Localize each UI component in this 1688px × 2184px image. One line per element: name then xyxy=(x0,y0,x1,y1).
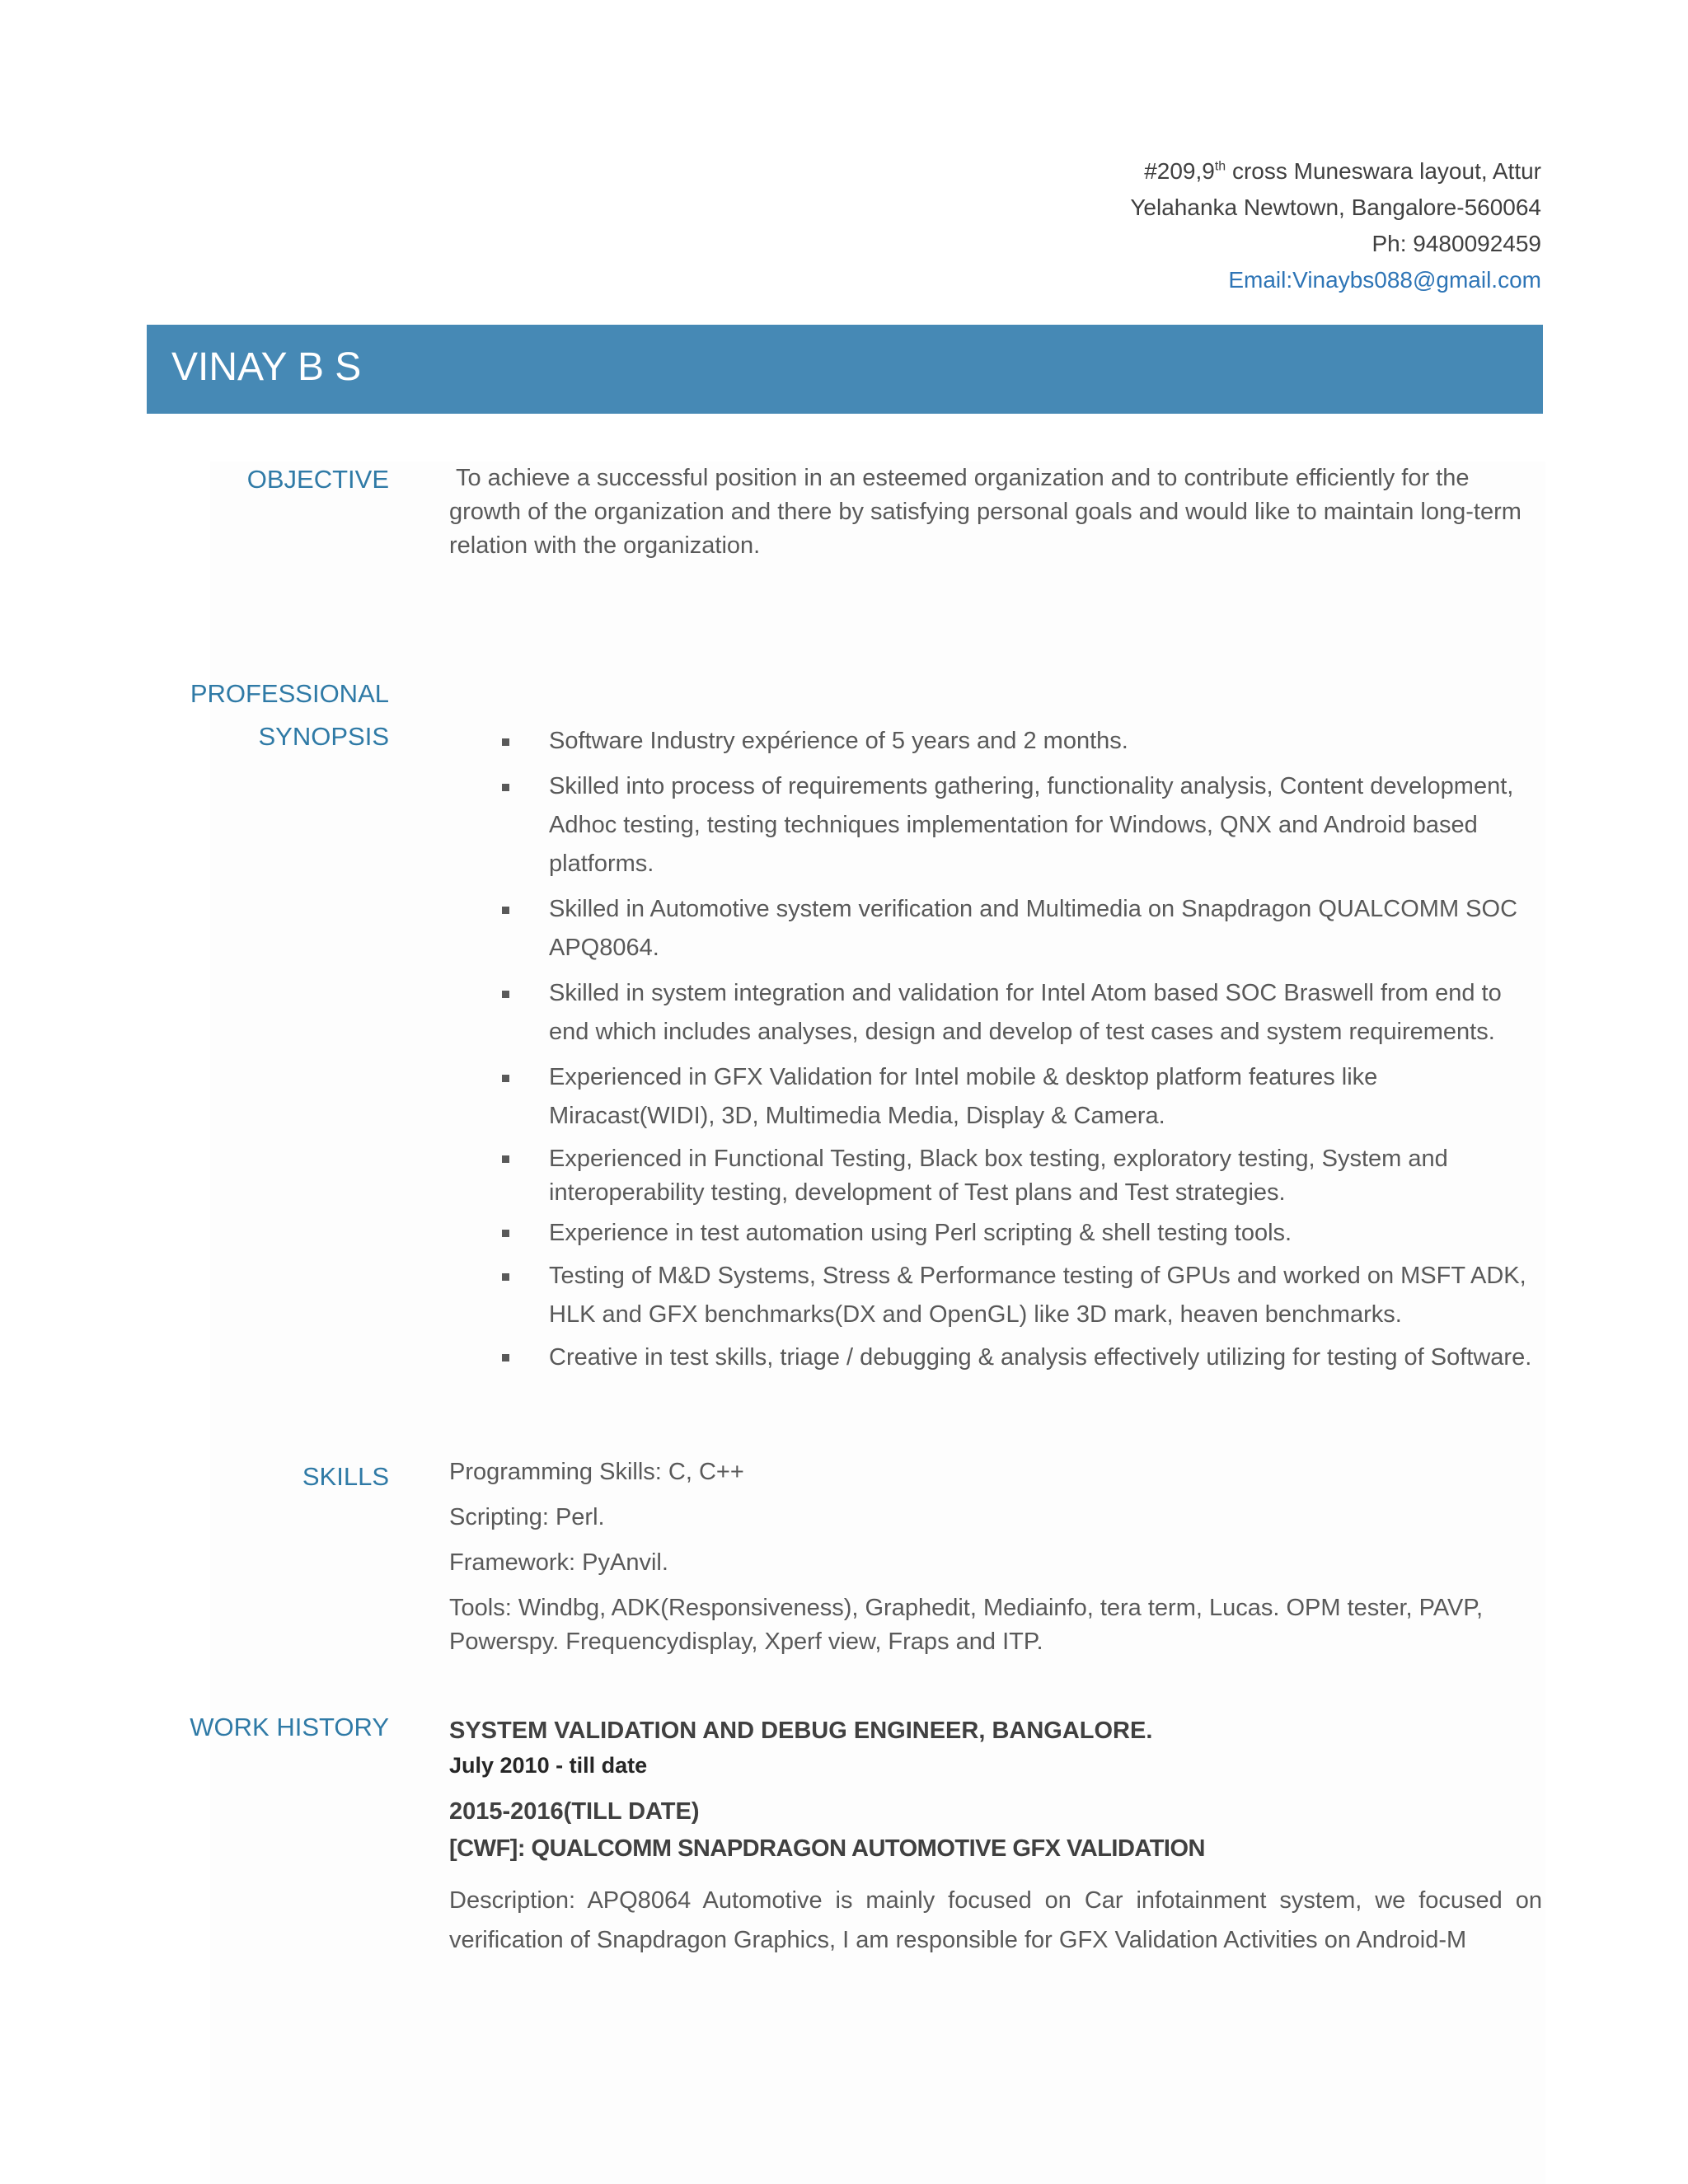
candidate-name: VINAY B S xyxy=(171,345,362,389)
objective-text: To achieve a successful position in an esteemed organization and to contribute efficiently for the growth of the organization and there by satisfying personal goals and would like to maintain long-term relation with the organization. xyxy=(449,465,1522,559)
list-item: Experienced in Functional Testing, Black box testing, exploratory testing, System and interoperability testing, development of Test plans and Test strategies. xyxy=(449,1142,1542,1210)
skill-scripting: Scripting: Perl. xyxy=(449,1504,605,1530)
email-link[interactable]: Email:Vinaybs088@gmail.com xyxy=(1228,267,1541,293)
contact-block xyxy=(1130,153,1541,298)
job-title: SYSTEM VALIDATION AND DEBUG ENGINEER, BANGALORE. xyxy=(449,1718,1153,1744)
bullet-icon xyxy=(502,1354,509,1361)
section-label-objective: OBJECTIVE xyxy=(246,465,389,494)
section-label-synopsis-line2: SYNOPSIS xyxy=(258,722,389,751)
project-period: 2015-2016(TILL DATE) xyxy=(449,1798,700,1825)
synopsis-list xyxy=(449,722,1542,1381)
bullet-icon xyxy=(502,784,509,791)
list-item: Testing of M&D Systems, Stress & Performance testing of GPUs and worked on MSFT ADK, HLK and GFX benchmarks(DX and OpenGL) like 3D mark, heaven benchmarks. xyxy=(449,1257,1542,1334)
section-label-work-history: WORK HISTORY xyxy=(190,1713,389,1741)
skill-programming: Programming Skills: C, C++ xyxy=(449,1459,744,1485)
bullet-icon xyxy=(502,907,509,914)
address-line-2: Yelahanka Newtown, Bangalore-560064 xyxy=(1130,194,1541,220)
work-history-block xyxy=(449,1713,1542,1960)
list-item: Creative in test skills, triage / debugging & analysis effectively utilizing for testing of Software. xyxy=(449,1341,1542,1375)
bullet-icon xyxy=(502,738,509,746)
job-dates: July 2010 - till date xyxy=(449,1753,648,1778)
project-title: [CWF]: QUALCOMM SNAPDRAGON AUTOMOTIVE GFX VALIDATION xyxy=(449,1835,1205,1862)
list-item: Experienced in GFX Validation for Intel mobile & desktop platform features like Miracast(WIDI), 3D, Multimedia Media, Display & Camera. xyxy=(449,1058,1542,1136)
skill-framework: Framework: PyAnvil. xyxy=(449,1549,668,1576)
bullet-icon xyxy=(502,991,509,998)
address-line-1: #209,9th cross Muneswara layout, Attur xyxy=(1144,158,1541,184)
skills-block xyxy=(449,1455,1542,1671)
bullet-icon xyxy=(502,1273,509,1281)
bullet-icon xyxy=(502,1075,509,1082)
list-item: Software Industry expérience of 5 years and 2 months. xyxy=(449,722,1542,761)
section-label-skills: SKILLS xyxy=(302,1462,389,1491)
list-item: Experience in test automation using Perl scripting & shell testing tools. xyxy=(449,1216,1542,1250)
project-description: Description: APQ8064 Automotive is mainly focused on Car infotainment system, we focused on verification of Snapdragon Graphics, I am responsible for GFX Validation Activities on Android-M xyxy=(449,1887,1542,1953)
bullet-icon xyxy=(502,1230,509,1237)
skill-tools: Tools: Windbg, ADK(Responsiveness), Graphedit, Mediainfo, tera term, Lucas. OPM tester, PAVP, Powerspy. Frequencydisplay, Xperf view, Fraps and ITP. xyxy=(449,1595,1484,1655)
bullet-icon xyxy=(502,1155,509,1163)
phone: Ph: 9480092459 xyxy=(1372,231,1541,256)
list-item: Skilled in system integration and validation for Intel Atom based SOC Braswell from end to end which includes analyses, design and develop of test cases and system requirements. xyxy=(449,974,1542,1052)
section-label-synopsis-line1: PROFESSIONAL xyxy=(190,679,389,708)
list-item: Skilled into process of requirements gathering, functionality analysis, Content development, Adhoc testing, testing techniques implementation for Windows, QNX and Android based platforms. xyxy=(449,767,1542,883)
name-banner xyxy=(147,325,1543,414)
list-item: Skilled in Automotive system verification and Multimedia on Snapdragon QUALCOMM SOC APQ8064. xyxy=(449,890,1542,968)
